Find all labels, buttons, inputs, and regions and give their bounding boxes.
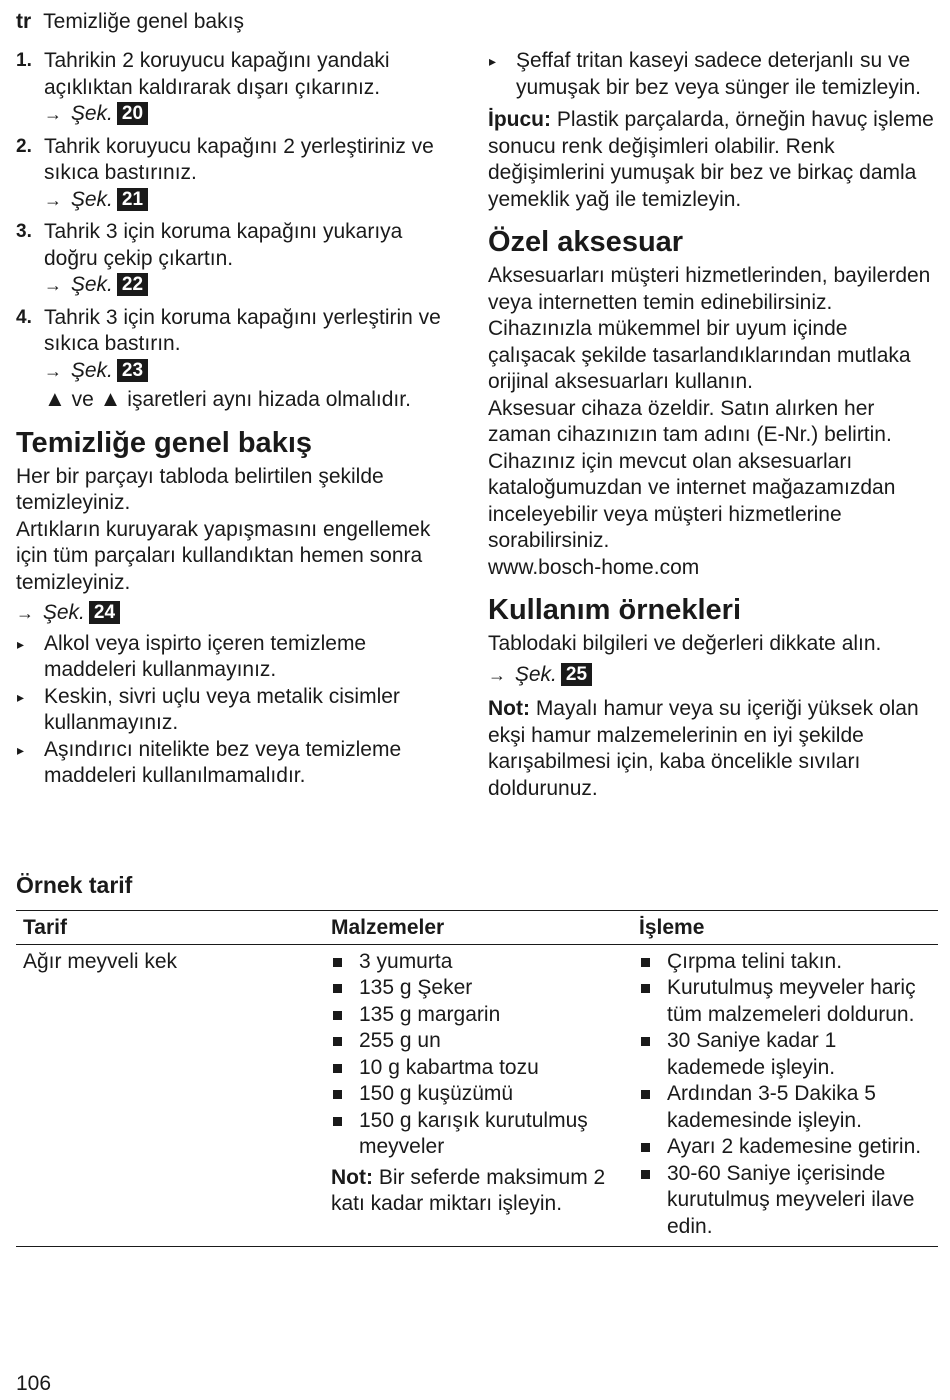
alignment-note <box>44 386 456 414</box>
note-text: Mayalı hamur veya su içeriği yüksek olan ekşi hamur malzemelerinin en iyi şekilde karışabilmesi için, kaba öncelikle sıvıları doldurunuz. <box>488 697 919 800</box>
examples-note <box>488 696 940 802</box>
arrow-icon: → <box>44 189 62 210</box>
figure-reference <box>44 358 456 385</box>
list-item: Kurutulmuş meyveler hariç tüm malzemeleri doldurun. <box>639 975 930 1028</box>
triangle-marker-icon: ▲ <box>44 386 66 411</box>
step-text: Tahrik 3 için koruma kapağını yukarıya doğru çekip çıkartın. <box>44 220 403 270</box>
list-item: 135 g margarin <box>331 1002 624 1029</box>
note-text: Bir seferde maksimum 2 katı kadar miktarı işleyin. <box>331 1165 606 1215</box>
list-item: 150 g karışık kurutulmuş meyveler <box>331 1108 624 1161</box>
triangle-marker-icon: ▲ <box>99 386 122 411</box>
step-item <box>16 305 456 414</box>
cleaning-warning: ▸ Aşındırıcı nitelikte bez veya temizleme maddeleri kullanılmamalıdır. <box>16 737 456 790</box>
cleaning-paragraph: Artıkların kuruyarak yapışmasını engellemek için tüm parçaları kullandıktan hemen sonra temizleyiniz. <box>16 517 431 594</box>
left-column <box>16 48 456 790</box>
step-number: 3. <box>16 221 32 242</box>
examples-paragraph: Tablodaki bilgileri ve değerleri dikkate alın. <box>488 632 882 655</box>
note-label: Not: <box>331 1165 373 1189</box>
tip-paragraph <box>488 107 940 213</box>
accessory-paragraph: Aksesuarları müşteri hizmetlerinden, bayilerden veya internetten temin edinebilirsiniz. Cihazınızla mükemmel bir uyum içinde çalışacak şekilde tasarlandıklarından mutlaka orijinal aksesuarları kullanın. <box>488 264 931 393</box>
language-code: tr <box>16 10 32 33</box>
section-heading-cleaning: Temizliğe genel bakış <box>16 426 313 459</box>
right-column <box>488 48 940 802</box>
figure-reference <box>44 187 456 214</box>
column-header: İşleme <box>632 911 938 945</box>
section-heading-examples: Kullanım örnekleri <box>488 594 742 626</box>
processing-cell <box>632 944 938 1247</box>
figure-label: Şek. <box>70 358 113 382</box>
figure-number: 25 <box>561 663 592 686</box>
recipe-name: Ağır meyveli kek <box>16 944 324 1247</box>
tip-text: Plastik parçalarda, örneğin havuç işleme sonucu renk değişimleri olabilir. Renk değişimlerini yumuşak bir bez ve birkaç damla yemeklik yağ ile temizleyin. <box>488 108 934 211</box>
page-header <box>16 8 244 36</box>
arrow-icon: → <box>44 104 62 124</box>
list-item: 150 g kuşüzümü <box>331 1081 624 1108</box>
step-number: 4. <box>16 306 32 328</box>
step-item <box>16 219 456 299</box>
tip-label: İpucu: <box>488 108 551 131</box>
cleaning-warning: ▸ Alkol veya ispirto içeren temizleme maddeleri kullanmayınız. <box>16 631 456 684</box>
step-number: 1. <box>16 50 32 71</box>
step-number: 2. <box>16 135 32 157</box>
figure-label: Şek. <box>514 662 557 686</box>
cleaning-warning: ▸ Keskin, sivri uçlu veya metalik cisimler kullanmayınız. <box>16 684 456 737</box>
column-header: Tarif <box>16 911 324 945</box>
figure-number: 23 <box>117 359 148 382</box>
step-text: Tahrik 3 için koruma kapağını yerleştirin ve sıkıca bastırın. <box>44 305 441 355</box>
ingredients-cell <box>324 944 632 1247</box>
column-header: Malzemeler <box>324 911 632 945</box>
list-item: Çırpma telini takın. <box>639 949 930 976</box>
ingredients-list <box>331 949 624 1161</box>
alignment-text: işaretleri aynı hizada olmalıdır. <box>127 388 411 411</box>
list-item: 3 yumurta <box>331 949 624 976</box>
arrow-icon: → <box>16 603 34 623</box>
step-text: Tahrik koruyucu kapağını 2 yerleştiriniz ve sıkıca bastırınız. <box>44 134 434 184</box>
figure-label: Şek. <box>70 187 113 211</box>
header-title: Temizliğe genel bakış <box>43 10 244 33</box>
step-item <box>16 48 456 128</box>
list-item: 135 g Şeker <box>331 975 624 1002</box>
figure-number: 20 <box>117 102 148 125</box>
page-number: 106 <box>16 1372 52 1395</box>
figure-number: 24 <box>89 601 120 624</box>
figure-number: 21 <box>117 188 148 211</box>
section-heading-accessory: Özel aksesuar <box>488 226 684 258</box>
website-url: www.bosch-home.com <box>488 555 700 579</box>
arrow-icon: → <box>488 664 506 685</box>
accessory-paragraph: Aksesuar cihaza özeldir. Satın alırken her zaman cihazınızın tam adını (E-Nr.) belirtin. Cihazınız için mevcut olan aksesuarları kataloğumuzdan ve internet mağazamızdan inceleyebilir veya müşteri hizmetlerine sorabilirsiniz. <box>488 396 896 552</box>
step-item <box>16 134 456 214</box>
and-word: ve <box>71 388 94 411</box>
list-item: 10 g kabartma tozu <box>331 1055 624 1082</box>
table-header-row <box>16 911 938 945</box>
figure-reference <box>44 272 456 299</box>
list-item: 30 Saniye kadar 1 kademede işleyin. <box>639 1028 930 1081</box>
recipe-table <box>16 910 938 1247</box>
figure-label: Şek. <box>70 102 113 125</box>
arrow-icon: → <box>44 275 62 295</box>
figure-label: Şek. <box>42 601 85 624</box>
recipe-section-title: Örnek tarif <box>16 872 133 898</box>
cleaning-warning: ▸ Şeffaf tritan kaseyi sadece deterjanlı su ve yumuşak bir bez veya sünger ile temizleyin. <box>488 48 940 101</box>
table-row <box>16 944 938 1247</box>
figure-reference <box>44 101 456 128</box>
figure-label: Şek. <box>70 273 113 296</box>
step-text: Tahrikin 2 koruyucu kapağını yandaki açıklıktan kaldırarak dışarı çıkarınız. <box>44 49 390 99</box>
arrow-icon: → <box>44 360 62 381</box>
processing-list <box>639 949 930 1241</box>
ingredients-note <box>331 1165 624 1218</box>
list-item: Ardından 3-5 Dakika 5 kademesinde işleyin. <box>639 1081 930 1134</box>
list-item: 255 g un <box>331 1028 624 1055</box>
note-label: Not: <box>488 697 530 720</box>
list-item: Ayarı 2 kademesine getirin. <box>639 1134 930 1161</box>
list-item: 30-60 Saniye içerisinde kurutulmuş meyveleri ilave edin. <box>639 1161 930 1241</box>
figure-reference <box>488 662 940 689</box>
cleaning-paragraph: Her bir parçayı tabloda belirtilen şekilde temizleyiniz. <box>16 464 384 514</box>
figure-reference <box>16 600 456 627</box>
figure-number: 22 <box>117 273 148 296</box>
